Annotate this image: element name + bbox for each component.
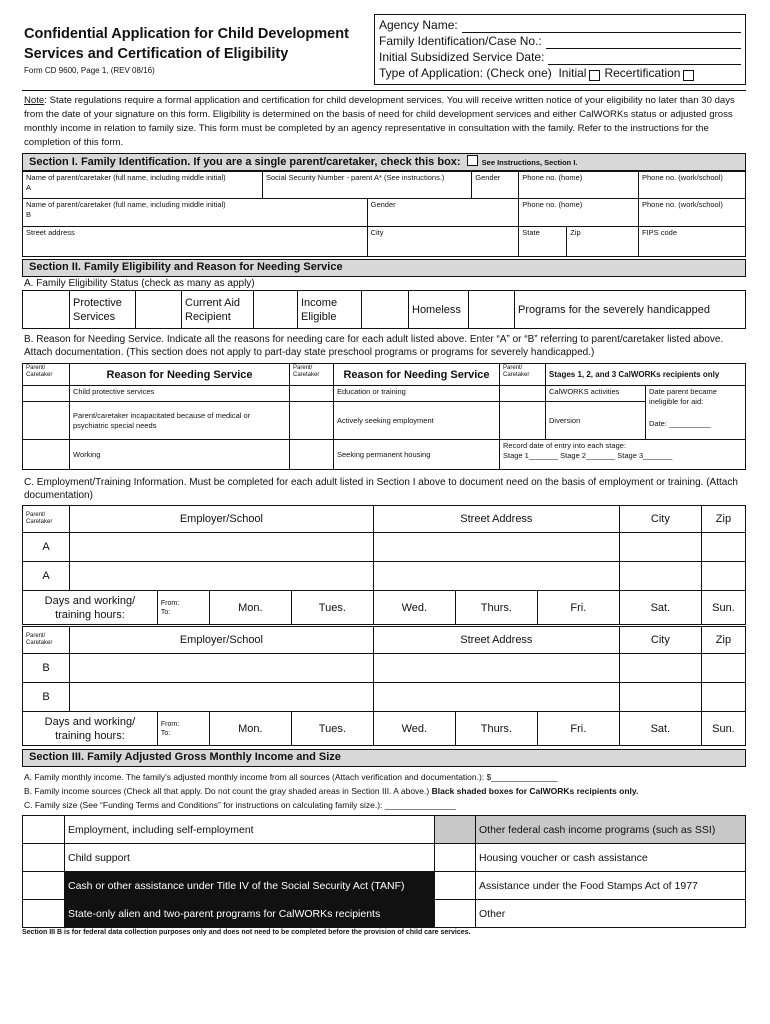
- emp-a-tues[interactable]: Tues.: [291, 591, 373, 625]
- section2-header: Section II. Family Eligibility and Reason for Needing Service: [22, 259, 746, 277]
- name-a-cell[interactable]: Name of parent/caretaker (full name, including middle initial) A: [23, 172, 263, 199]
- recert-label: Recertification: [604, 66, 681, 80]
- section3-header: Section III. Family Adjusted Gross Monthly Income and Size: [22, 749, 746, 767]
- emp-a-pc-hdr: Parent/ Caretaker: [23, 506, 70, 533]
- housing-checkbox[interactable]: [435, 844, 476, 872]
- reason-table: [22, 363, 746, 470]
- protective-checkbox[interactable]: [23, 291, 70, 329]
- section3-a-line[interactable]: A. Family monthly income. The family's adjusted monthly income from all sources (Attach verification and documentation.): $______________: [24, 772, 558, 782]
- emp-a-row1-city[interactable]: [619, 533, 701, 562]
- section2-b-label: B. Reason for Needing Service. Indicate all the reasons for needing care for each adult listed above. Enter “A” or “B” referring to parent/caretaker listed above. Attach documentation. (This section does not apply to part-day state preschool programs or programs for severely handicapped.): [24, 334, 724, 358]
- stage-record[interactable]: Record date of entry into each stage: Stage 1_______ Stage 2_______ Stage 3_______: [500, 440, 746, 470]
- form-id: Form CD 9600, Page 1, (REV 08/16): [24, 66, 155, 75]
- reason-pc-incapacitated[interactable]: [23, 402, 70, 440]
- pc-hdr-3: Parent/ Caretaker: [500, 364, 546, 386]
- ssn-cell[interactable]: Social Security Number - parent A* (See instructions.): [263, 172, 472, 199]
- employment-table-a: [22, 505, 746, 625]
- emp-b-row1-city[interactable]: [619, 654, 701, 683]
- header-rule: [22, 90, 746, 91]
- income-eligible-label: Income Eligible: [298, 291, 362, 329]
- emp-b-employer-hdr: Employer/School: [70, 627, 374, 654]
- other-label: Other: [476, 900, 746, 928]
- emp-b-zip-hdr: Zip: [701, 627, 745, 654]
- diversion: Diversion: [546, 402, 646, 440]
- income-sources-table: [22, 815, 746, 928]
- homeless-checkbox[interactable]: [362, 291, 409, 329]
- emp-a-row2-zip[interactable]: [701, 562, 745, 591]
- emp-a-row1-street[interactable]: [373, 533, 619, 562]
- emp-b-row2-city[interactable]: [619, 683, 701, 712]
- section3-footnote: Section III B is for federal data collection purposes only and does not need to be completed before the provision of child care services.: [22, 929, 471, 936]
- emp-a-employer-hdr: Employer/School: [70, 506, 374, 533]
- housing-label: Housing voucher or cash assistance: [476, 844, 746, 872]
- emp-a-row2-street[interactable]: [373, 562, 619, 591]
- emp-a-sat[interactable]: Sat.: [619, 591, 701, 625]
- pc-hdr-2: Parent/ Caretaker: [290, 364, 334, 386]
- emp-a-street-hdr: Street Address: [373, 506, 619, 533]
- section2-c-label: C. Employment/Training Information. Must be completed for each adult listed in Section I above to document need on the basis of employment or training. (Attach documentation): [24, 477, 738, 501]
- emp-b-sun[interactable]: Sun.: [701, 712, 745, 746]
- emp-a-row2-pc: A: [23, 562, 70, 591]
- reason-education: Education or training: [334, 386, 500, 402]
- section1-title: Section I. Family Identification. If you are a single parent/caretaker, check this box:: [29, 156, 461, 168]
- zip-cell[interactable]: Zip: [567, 227, 639, 257]
- reason-pc-diversion[interactable]: [500, 402, 546, 440]
- emp-b-row1-street[interactable]: [373, 654, 619, 683]
- emp-b-fri[interactable]: Fri.: [537, 712, 619, 746]
- emp-b-pc-hdr: Parent/ Caretaker: [23, 627, 70, 654]
- emp-b-thurs[interactable]: Thurs.: [455, 712, 537, 746]
- emp-a-mon[interactable]: Mon.: [209, 591, 291, 625]
- section3-c-line[interactable]: C. Family size (See “Funding Terms and Conditions” for instructions on calculating family size.): _______________: [24, 800, 456, 810]
- reason-pc-working[interactable]: [23, 440, 70, 470]
- emp-a-wed[interactable]: Wed.: [373, 591, 455, 625]
- section1-see: See Instructions, Section I.: [481, 158, 578, 167]
- emp-a-sun[interactable]: Sun.: [701, 591, 745, 625]
- phone-work-a-cell[interactable]: Phone no. (work/school): [639, 172, 746, 199]
- emp-b-row2-employer[interactable]: [70, 683, 374, 712]
- phone-home-a-cell[interactable]: Phone no. (home): [519, 172, 639, 199]
- emp-a-zip-hdr: Zip: [701, 506, 745, 533]
- reason-housing: Seeking permanent housing: [334, 440, 500, 470]
- tanf-checkbox[interactable]: [23, 872, 65, 900]
- note-paragraph: [24, 94, 746, 150]
- state-only-label: State-only alien and two-parent programs for CalWORKs recipients: [65, 900, 435, 928]
- section1-header: [22, 153, 746, 171]
- tanf-label: Cash or other assistance under Title IV of the Social Security Act (TANF): [65, 872, 435, 900]
- city-cell[interactable]: City: [367, 227, 519, 257]
- reason-incapacitated: Parent/caretaker incapacitated because of medical or psychiatric special needs: [70, 402, 290, 440]
- emp-b-days-label: Days and working/ training hours:: [23, 712, 158, 746]
- emp-b-row2-street[interactable]: [373, 683, 619, 712]
- section1-table: [22, 171, 746, 257]
- emp-b-row1-zip[interactable]: [701, 654, 745, 683]
- eligibility-status-table: [22, 290, 746, 329]
- section2-a-label: A. Family Eligibility Status (check as many as apply): [24, 278, 255, 289]
- emp-a-thurs[interactable]: Thurs.: [455, 591, 537, 625]
- state-only-checkbox[interactable]: [23, 900, 65, 928]
- reason-pc-cps[interactable]: [23, 386, 70, 402]
- child-support-checkbox[interactable]: [23, 844, 65, 872]
- emp-a-days-label: Days and working/ training hours:: [23, 591, 158, 625]
- fips-cell[interactable]: FIPS code: [639, 227, 746, 257]
- agency-info-box: [374, 14, 746, 85]
- reason-seeking: Actively seeking employment: [334, 402, 500, 440]
- emp-b-row2-zip[interactable]: [701, 683, 745, 712]
- reason-pc-seeking[interactable]: [290, 402, 334, 440]
- application-type-label: Type of Application: (Check one): [379, 66, 552, 80]
- other-checkbox[interactable]: [435, 900, 476, 928]
- reason-pc-calworks[interactable]: [500, 386, 546, 402]
- recert-checkbox[interactable]: [683, 70, 694, 81]
- handicapped-checkbox[interactable]: [469, 291, 515, 329]
- emp-a-row1-pc: A: [23, 533, 70, 562]
- emp-a-from-to[interactable]: From: To:: [157, 591, 209, 625]
- initial-label: Initial: [558, 66, 587, 80]
- employment-table-b: [22, 626, 746, 746]
- reason-cps: Child protective services: [70, 386, 290, 402]
- emp-b-wed[interactable]: Wed.: [373, 712, 455, 746]
- emp-b-row1-pc: B: [23, 654, 70, 683]
- reason-hdr-2: Reason for Needing Service: [334, 364, 500, 386]
- emp-b-city-hdr: City: [619, 627, 701, 654]
- child-support-label: Child support: [65, 844, 435, 872]
- note-label: Note: [24, 95, 45, 106]
- food-stamps-checkbox[interactable]: [435, 872, 476, 900]
- gender-b-cell[interactable]: Gender: [367, 199, 519, 227]
- emp-a-row2-city[interactable]: [619, 562, 701, 591]
- employment-checkbox[interactable]: [23, 816, 65, 844]
- form-title: Confidential Application for Child Development Services and Certification of Eligibility: [24, 26, 349, 62]
- date-parent-ineligible[interactable]: Date parent became ineligible for aid: Date: __________: [646, 386, 746, 440]
- emp-b-from-to[interactable]: From: To:: [157, 712, 209, 746]
- employment-label: Employment, including self-employment: [65, 816, 435, 844]
- agency-name-field[interactable]: [462, 21, 741, 33]
- emp-b-sat[interactable]: Sat.: [619, 712, 701, 746]
- emp-b-row1-employer[interactable]: [70, 654, 374, 683]
- reason-working: Working: [70, 440, 290, 470]
- food-stamps-label: Assistance under the Food Stamps Act of 1977: [476, 872, 746, 900]
- other-federal-checkbox[interactable]: [435, 816, 476, 844]
- other-federal-label: Other federal cash income programs (such as SSI): [476, 816, 746, 844]
- reason-hdr-1: Reason for Needing Service: [70, 364, 290, 386]
- state-cell[interactable]: State: [519, 227, 567, 257]
- emp-a-fri[interactable]: Fri.: [537, 591, 619, 625]
- emp-b-mon[interactable]: Mon.: [209, 712, 291, 746]
- family-id-label: Family Identification/Case No.:: [379, 34, 542, 48]
- calworks-activities: CalWORKS activities: [546, 386, 646, 402]
- emp-a-row1-employer[interactable]: [70, 533, 374, 562]
- reason-pc-education[interactable]: [290, 386, 334, 402]
- phone-work-b-cell[interactable]: Phone no. (work/school): [639, 199, 746, 227]
- emp-b-street-hdr: Street Address: [373, 627, 619, 654]
- emp-b-row2-pc: B: [23, 683, 70, 712]
- agency-name-label: Agency Name:: [379, 18, 458, 32]
- homeless-label: Homeless: [409, 291, 469, 329]
- protective-label: Protective Services: [70, 291, 136, 329]
- family-id-field[interactable]: [546, 37, 741, 49]
- service-date-field[interactable]: [548, 53, 741, 65]
- reason-pc-housing[interactable]: [290, 440, 334, 470]
- service-date-label: Initial Subsidized Service Date:: [379, 50, 545, 64]
- gender-a-cell[interactable]: Gender: [472, 172, 519, 199]
- street-cell[interactable]: Street address: [23, 227, 368, 257]
- current-aid-checkbox[interactable]: [136, 291, 182, 329]
- section3-b-line: B. Family income sources (Check all that apply. Do not count the gray shaded areas in Section III. A above.) Black shaded boxes for CalWORKs recipients only.: [24, 786, 639, 796]
- note-text: : State regulations require a formal application and certification for child development services. You will receive written notice of your eligibility no later than 30 days from the date of your signature on this form. Eligibility is determined on the basis of need for child development services and either CalWORKs status or adjusted gross monthly income in relation to family size. This form must be completed by an agency representative in consultation with the family. Refer to the instructions for the completion of this form.: [24, 95, 735, 148]
- emp-a-row1-zip[interactable]: [701, 533, 745, 562]
- single-parent-checkbox[interactable]: [467, 155, 478, 166]
- name-b-cell[interactable]: Name of parent/caretaker (full name, including middle initial) B: [23, 199, 368, 227]
- pc-hdr-1: Parent/ Caretaker: [23, 364, 70, 386]
- emp-b-tues[interactable]: Tues.: [291, 712, 373, 746]
- current-aid-label: Current Aid Recipient: [182, 291, 254, 329]
- income-eligible-checkbox[interactable]: [254, 291, 298, 329]
- emp-a-row2-employer[interactable]: [70, 562, 374, 591]
- initial-checkbox[interactable]: [589, 70, 600, 81]
- emp-a-city-hdr: City: [619, 506, 701, 533]
- handicapped-label: Programs for the severely handicapped: [515, 291, 746, 329]
- stages-hdr: Stages 1, 2, and 3 CalWORKs recipients only: [546, 364, 746, 386]
- phone-home-b-cell[interactable]: Phone no. (home): [519, 199, 639, 227]
